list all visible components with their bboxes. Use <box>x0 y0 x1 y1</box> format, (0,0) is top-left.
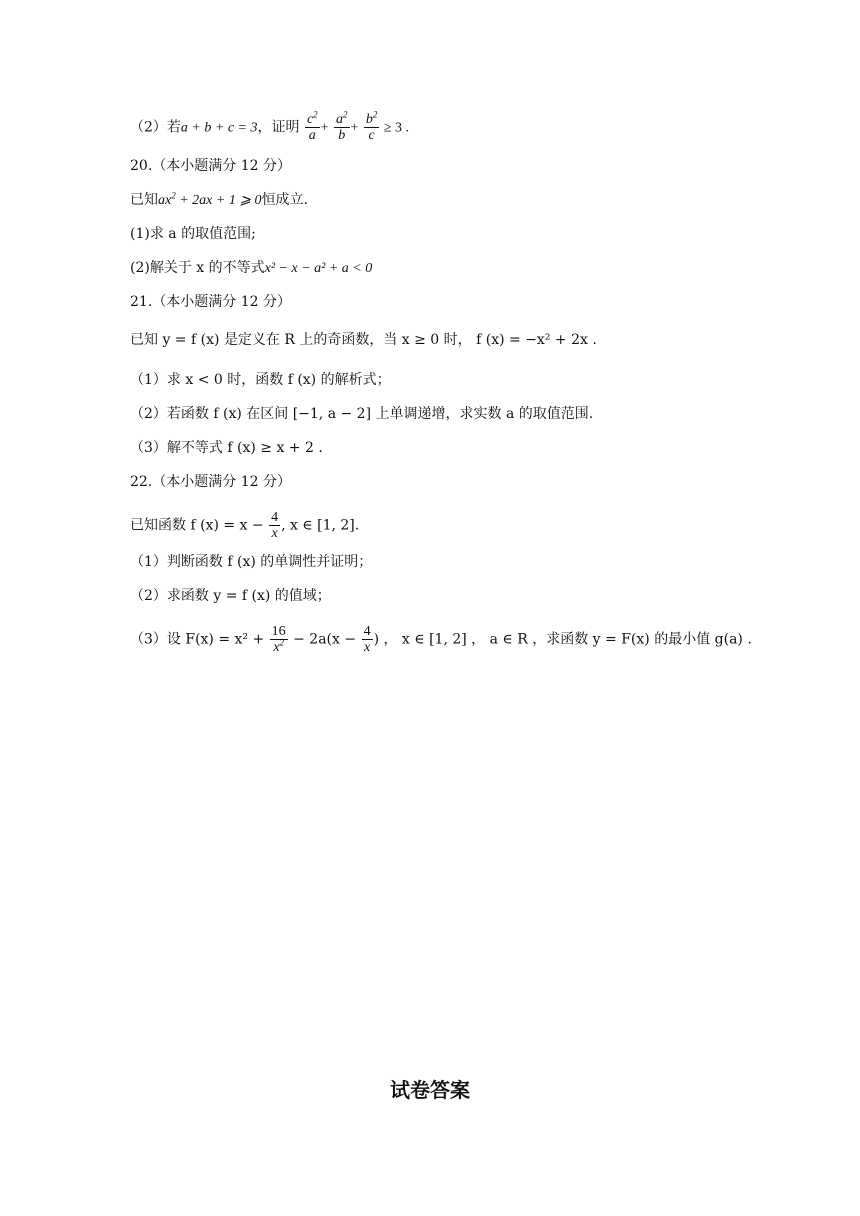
fraction-16-x2: $\frac{16}{x^2}$ <box>271 624 286 655</box>
q20-part2-expr: x² − x − a² + a < 0 <box>264 261 373 276</box>
q20-stem-suffix: 恒成立. <box>261 192 309 208</box>
q21-part3: （3）解不等式 f (x) ≥ x + 2 . <box>130 440 323 456</box>
q19-part2-cond: a + b + c = 3 <box>180 120 258 136</box>
fraction-4-x-b: $\frac{4}{x}$ <box>363 624 371 655</box>
q22-part3 <box>130 624 752 655</box>
q22-part3-prefix: （3）设 F(x) = x² + <box>130 631 265 648</box>
q20-part1: (1)求 a 的取值范围; <box>130 226 256 242</box>
q22-stem-prefix: 已知函数 f (x) = x − <box>130 517 264 534</box>
q20-stem <box>130 190 308 211</box>
q19-part2: （2）若a + b + c = 3，证明 $\frac{c^2}{a}$ + $\frac{a^2}{b}$ + $\frac{b^2}{c}$ ≥ 3 . <box>130 109 410 143</box>
fraction-c2-a: $\frac{c^2}{a}$ <box>306 109 318 143</box>
q22-stem <box>130 510 359 541</box>
fraction-a2-b: $\frac{a^2}{b}$ <box>336 109 348 143</box>
q20-part2 <box>130 258 372 279</box>
q20-header: 20.（本小题满分 12 分） <box>130 158 291 174</box>
q19-part2-prefix: （2）若 <box>130 119 181 136</box>
q22-part3-suffix: ) ， x ∈ [1, 2] ， a ∈ R ，求函数 y = F(x) 的最小值 g(a) . <box>373 631 752 648</box>
q22-stem-suffix: , x ∈ [1, 2]. <box>281 517 360 534</box>
q21-header: 21.（本小题满分 12 分） <box>130 294 291 310</box>
fraction-b2-c: $\frac{b^2}{c}$ <box>365 109 378 143</box>
q22-header: 22.（本小题满分 12 分） <box>130 474 291 490</box>
fraction-4-x: $\frac{4}{x}$ <box>271 510 279 541</box>
q20-stem-expr: $ax^2 + 2ax + 1$ ⩾ 0 <box>158 190 262 208</box>
q22-part3-mid: − 2a(x − <box>293 631 357 648</box>
q21-stem: 已知 y = f (x) 是定义在 R 上的奇函数，当 x ≥ 0 时， f (x) = −x² + 2x . <box>130 332 597 348</box>
q19-part2-mid: ，证明 <box>257 119 300 136</box>
q20-part2-prefix: (2)解关于 x 的不等式 <box>130 260 265 276</box>
q22-part1: （1）判断函数 f (x) 的单调性并证明； <box>130 554 373 570</box>
q21-part2: （2）若函数 f (x) 在区间 [−1, a − 2] 上单调递增，求实数 a 的取值范围. <box>130 406 594 422</box>
q19-tail: ≥ 3 . <box>380 120 410 136</box>
answer-title: 试卷答案 <box>390 1078 470 1102</box>
q20-stem-prefix: 已知 <box>130 192 158 208</box>
q21-part1: （1）求 x < 0 时，函数 f (x) 的解析式； <box>130 372 391 388</box>
q22-part2: （2）求函数 y = f (x) 的值域； <box>130 588 331 604</box>
